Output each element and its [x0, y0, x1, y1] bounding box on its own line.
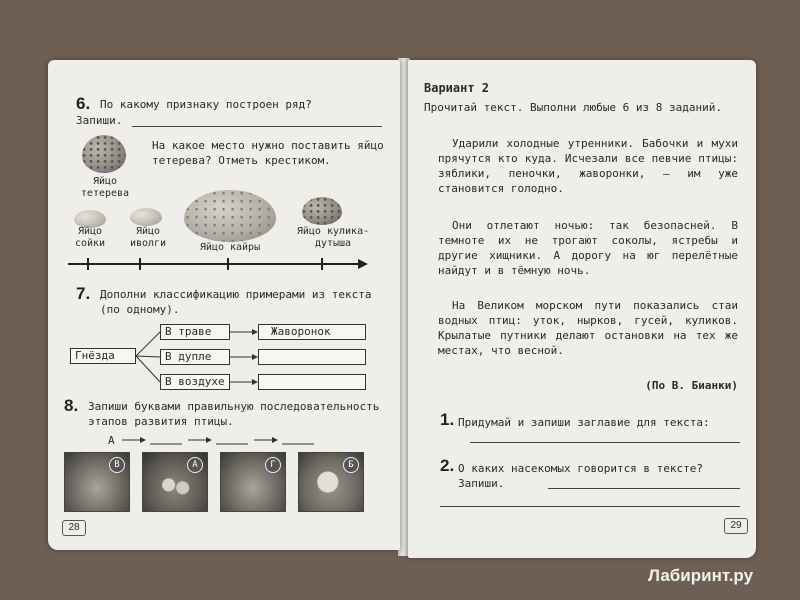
kulika-egg-label: Яйцо кулика-дутыша [296, 226, 370, 249]
tetereva-egg-label: Яйцо тетерева [80, 176, 130, 199]
q7-number: 7. [76, 284, 91, 303]
nest-photo-3 [220, 452, 286, 512]
photo-3-letter: Г [265, 457, 281, 473]
q1-number: 1. [440, 410, 455, 429]
variant-title: Вариант 2 [424, 81, 490, 95]
q8-question: Запиши буквами правильную последовательность этапов развития птицы. [88, 400, 380, 428]
photo-1-letter: В [109, 457, 125, 473]
q2-answer-line-1[interactable] [548, 488, 740, 489]
classification-root: Гнёзда [70, 348, 136, 364]
q1-answer-line[interactable] [470, 442, 740, 443]
right-page-number: 29 [724, 518, 748, 534]
nest-photo-4 [298, 452, 364, 512]
q6-write-label: Запиши. [76, 114, 123, 127]
sequence-answer-slots[interactable] [120, 434, 370, 448]
q1-question: Придумай и запиши заглавие для текста: [458, 416, 710, 429]
text-paragraph-3: На Великом морском пути показались стаи водных птиц: уток, нырков, гусей, куликов. Крылатые путники делают остановки на тех же местах, что весной. [438, 299, 738, 357]
q8-number: 8. [64, 396, 79, 415]
branch-grass: В траве [160, 324, 230, 340]
q2-number: 2. [440, 456, 455, 475]
text-paragraph-1: Ударили холодные утренники. Бабочки и мухи прячутся кто куда. Исчезали все певчие птицы: зяблики, пеночки, жаворонки, — им уже становится голодно. [438, 137, 738, 195]
nest-photo-1 [64, 452, 130, 512]
photo-2-letter: А [187, 457, 203, 473]
text-source: (По В. Бианки) [645, 379, 738, 392]
left-page [48, 60, 400, 550]
photo-4-letter: Б [343, 457, 359, 473]
answer-hollow[interactable] [258, 349, 366, 365]
answer-grass[interactable]: Жаворонок [258, 324, 366, 340]
watermark: Лабиринт.ру [648, 566, 754, 585]
task-intro: Прочитай текст. Выполни любые 6 из 8 заданий. [424, 101, 723, 114]
branch-air: В воздухе [160, 374, 230, 390]
soyki-egg-label: Яйцо сойки [74, 226, 106, 249]
right-page [408, 60, 756, 558]
answer-air[interactable] [258, 374, 366, 390]
left-page-number: 28 [62, 520, 86, 536]
sequence-start-letter: А [108, 434, 115, 447]
q6-number: 6. [76, 94, 91, 113]
q6-instruction: На какое место нужно поставить яйцо тетерева? Отметь крестиком. [152, 139, 384, 167]
q6-question: По какому признаку построен ряд? [100, 98, 312, 111]
nest-photo-2 [142, 452, 208, 512]
kayry-egg-label: Яйцо кайры [199, 242, 261, 253]
branch-hollow: В дупле [160, 349, 230, 365]
text-paragraph-2: Они отлетают ночью: так безопасней. В темноте их не трогают соколы, ястребы и другие хищники. А дорогу на юг перелётные найдут и в тёмную ночь. [438, 219, 738, 277]
ivolgi-egg-label: Яйцо иволги [129, 226, 167, 249]
q7-question: Дополни классификацию примерами из текста (по одному). [100, 288, 372, 316]
q2-answer-line-2[interactable] [440, 506, 740, 507]
q2-question: О каких насекомых говорится в тексте? Запиши. [458, 462, 704, 490]
